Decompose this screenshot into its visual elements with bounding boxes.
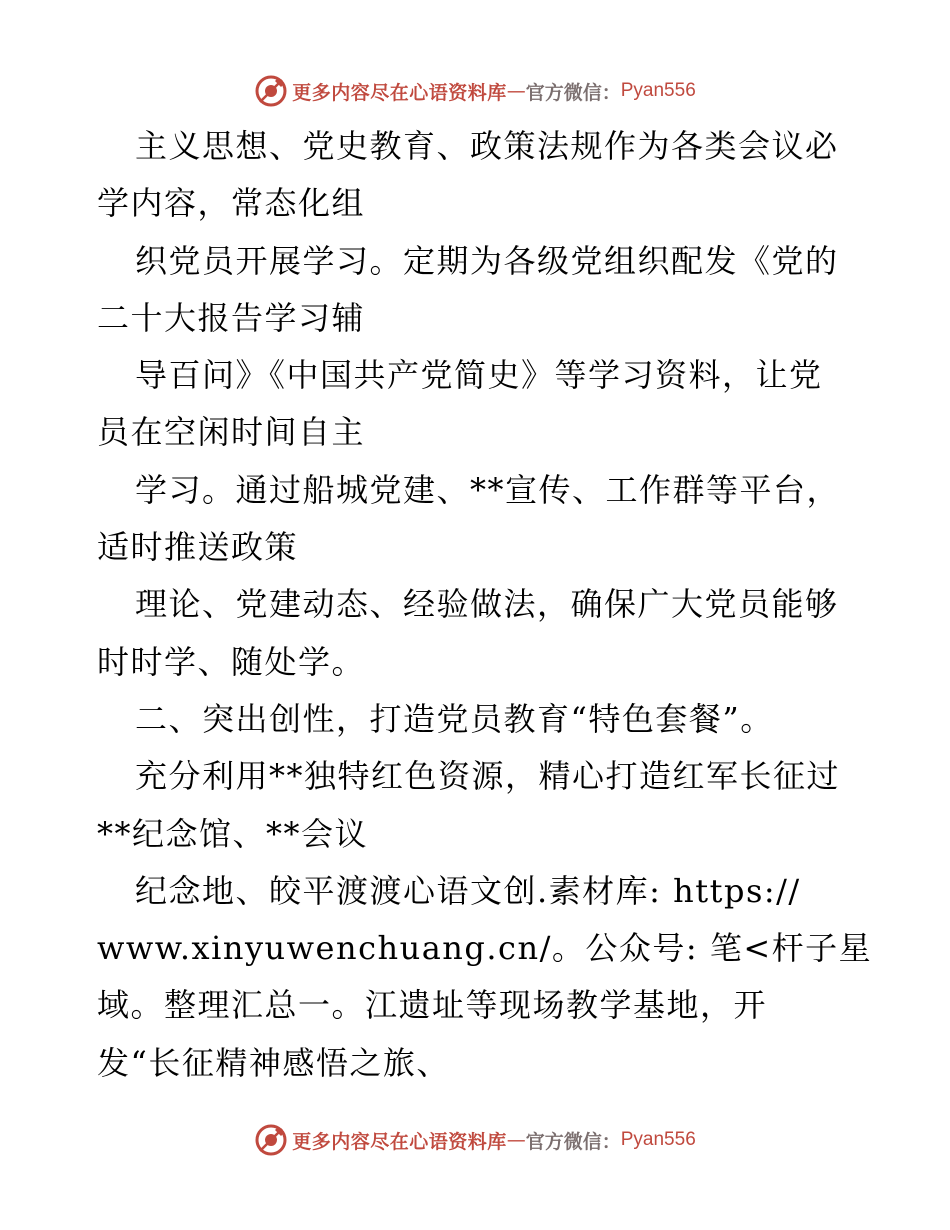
- body-text-line: 织党员开展学习。定期为各级党组织配发《党的: [135, 241, 839, 280]
- footer-watermark: [0, 1120, 950, 1160]
- brand-logo-icon: [254, 74, 288, 108]
- header-brand-text: 更多内容尽在心语资料库: [292, 81, 507, 104]
- header-watermark: [0, 71, 950, 111]
- body-text-line: 员在空闲时间自主: [97, 413, 366, 452]
- body-text-line: 时时学、随处学。: [97, 642, 366, 681]
- footer-wechat-id: Pyan556: [620, 1129, 696, 1150]
- body-text-line: 充分利用**独特红色资源，精心打造红军长征过: [135, 757, 841, 796]
- body-text-line: 学内容，常态化组: [97, 184, 366, 223]
- body-text-line: 导百问》《中国共产党简史》等学习资料，让党: [135, 356, 823, 395]
- brand-logo-icon: [254, 1123, 288, 1157]
- header-wechat-id: Pyan556: [620, 80, 696, 101]
- body-text-line: 适时推送政策: [97, 528, 299, 567]
- footer-wechat-label: 官方微信：: [525, 1130, 621, 1153]
- body-text-line: 纪念地、皎平渡渡心语文创.素材库: https://: [135, 871, 801, 910]
- header-wechat-label: 官方微信：: [525, 81, 621, 104]
- body-text-line: **纪念馆、**会议: [97, 814, 369, 853]
- body-text-line: 域。整理汇总一。江遗址等现场教学基地，开: [97, 986, 768, 1025]
- document-body: [97, 118, 873, 1092]
- body-text-line: 理论、党建动态、经验做法，确保广大党员能够: [135, 585, 839, 624]
- body-text-line: 主义思想、党史教育、政策法规作为各类会议必: [135, 127, 839, 165]
- body-text-line: 学习。通过船城党建、**宣传、工作群等平台，: [135, 470, 841, 509]
- footer-dash: —: [506, 1129, 526, 1151]
- body-text-line: www.xinyuwenchuang.cn/。公众号: 笔<杆子星: [97, 929, 873, 968]
- body-text-line: 二十大报告学习辅: [97, 298, 366, 337]
- body-text-line: 二、突出创性，打造党员教育“特色套餐”。: [135, 699, 774, 738]
- header-dash: —: [506, 80, 526, 102]
- body-text-line: 发“长征精神感悟之旅、: [97, 1043, 450, 1082]
- footer-brand-text: 更多内容尽在心语资料库: [292, 1130, 507, 1153]
